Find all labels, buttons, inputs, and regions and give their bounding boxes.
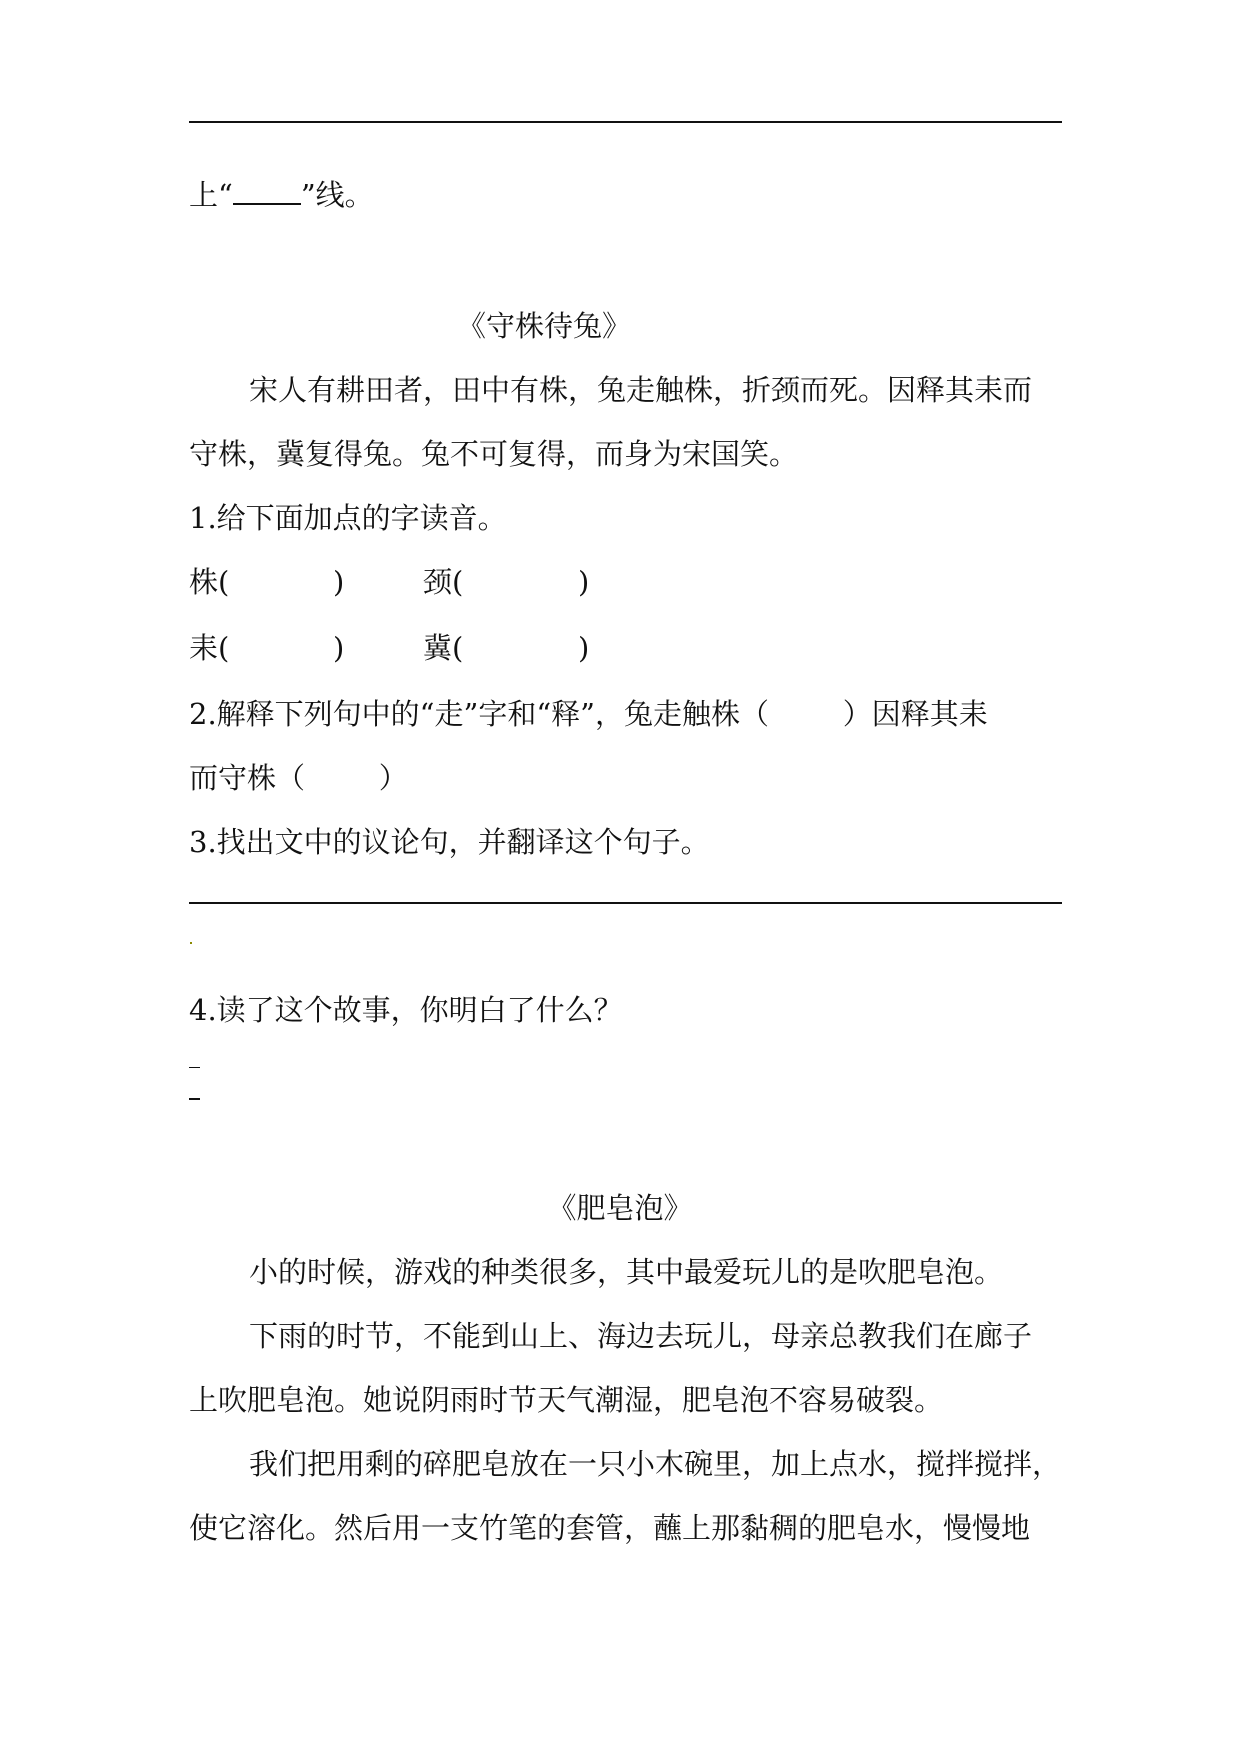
q1-row2-b: 冀(: [423, 631, 464, 665]
q3-label: 3.找出文中的议论句，并翻译这个句子。: [189, 825, 710, 859]
story1-para-line1: 宋人有耕田者，田中有株，兔走触株，折颈而死。因释其耒而: [249, 373, 1033, 407]
q1-row1-b-close: ): [578, 565, 590, 599]
story2-p3-line1: 我们把用剩的碎肥皂放在一只小木碗里，加上点水，搅拌搅拌，: [249, 1447, 1062, 1481]
story1-title: 《守株待兔》: [457, 309, 632, 343]
q2-line2: 而守株（ ）: [189, 761, 408, 795]
q4-label: 4.读了这个故事，你明白了什么？: [189, 993, 623, 1027]
q4-answer-mark-2[interactable]: [189, 1098, 200, 1100]
q2-line1: 2.解释下列句中的“走”字和“释”，兔走触株（ ）因释其耒: [189, 697, 988, 731]
q1-row2-a-close: ): [333, 631, 345, 665]
q1-row1-a-close: ): [333, 565, 345, 599]
story2-p1: 小的时候，游戏的种类很多，其中最爱玩儿的是吹肥皂泡。: [249, 1255, 1004, 1289]
q3-answer-line[interactable]: [189, 902, 1062, 904]
stray-mark: [190, 942, 192, 944]
story2-p2-line2: 上吹肥皂泡。她说阴雨时节天气潮湿，肥皂泡不容易破裂。: [189, 1383, 944, 1417]
q1-label: 1.给下面加点的字读音。: [189, 501, 507, 535]
story2-p3-line2: 使它溶化。然后用一支竹笔的套管，蘸上那黏稠的肥皂水，慢慢地: [189, 1511, 1031, 1545]
answer-line-top: [189, 121, 1062, 123]
q4-answer-mark-1[interactable]: [189, 1067, 200, 1068]
q1-row1-a: 株(: [189, 565, 230, 599]
blank-underline[interactable]: [233, 179, 301, 205]
q1-row1-b: 颈(: [423, 565, 464, 599]
q1-row2-b-close: ): [578, 631, 590, 665]
story2-title: 《肥皂泡》: [547, 1191, 693, 1225]
story2-p2-line1: 下雨的时节，不能到山上、海边去玩儿，母亲总教我们在廊子: [249, 1319, 1033, 1353]
story1-para-line2: 守株，冀复得兔。兔不可复得，而身为宋国笑。: [189, 437, 799, 471]
q1-row2-a: 耒(: [189, 631, 230, 665]
fill-blank-line: 上“ ”线。: [189, 178, 374, 212]
